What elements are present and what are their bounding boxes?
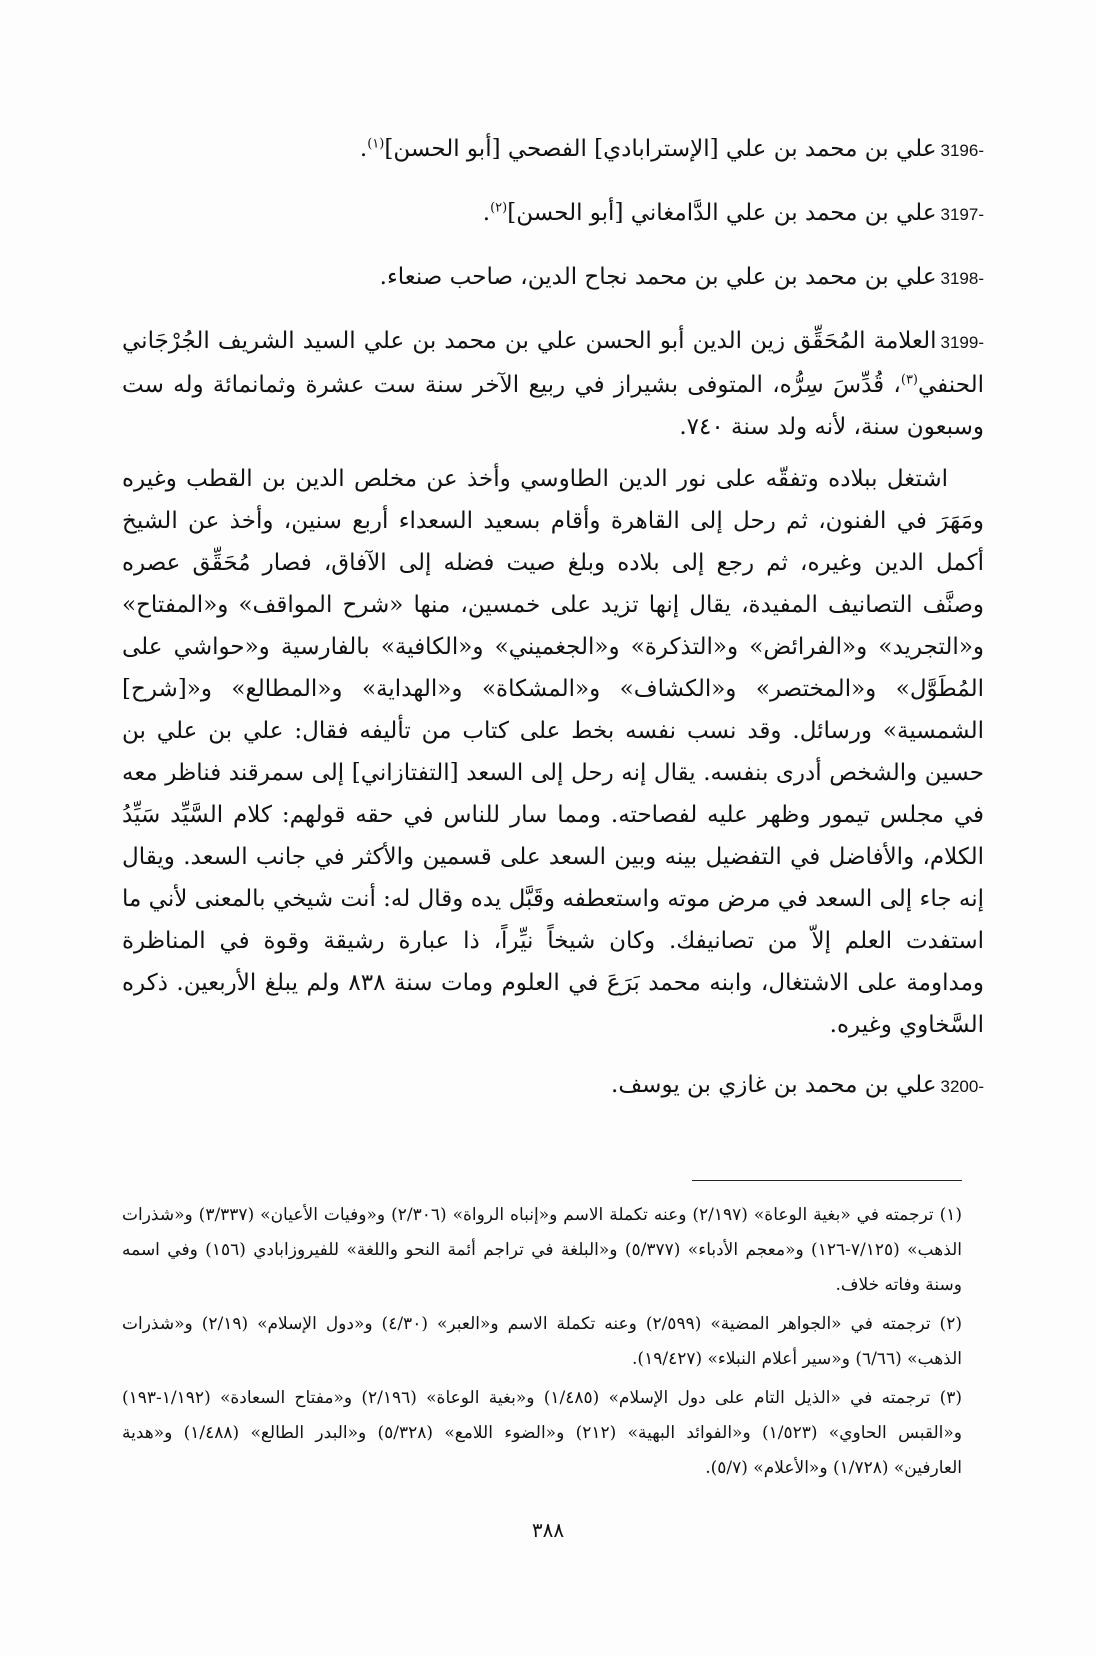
page-number: ٣٨٨ (531, 1518, 565, 1542)
footnote-ref[interactable]: (٢) (490, 200, 508, 216)
footnote-3: (٣) ترجمته في «الذيل التام على دول الإسلام» (١/٤٨٥) و«بغية الوعاة» (٢/١٩٦) و«مفتاح السعادة» (١/١٩٢-١٩٣) و«القبس الحاوي» (١/٥٢٣) و«الفوائد البهية» (٢١٢) و«الضوء اللامع» (٥/٣٢٨) و«البدر الطالع» (١/٤٨٨) و«هدية العارفين» (١/٧٢٨) و«الأعلام» (٥/٧). (122, 1388, 963, 1478)
entry-number: 3197- (940, 205, 984, 224)
entry-number: 3200- (940, 1077, 984, 1096)
entry-text: علي بن محمد بن علي الدَّامغاني [أبو الحسن] (507, 200, 937, 226)
entry-text: العلامة المُحَقِّق زين الدين أبو الحسن علي بن محمد بن علي السيد الشريف الجُرْجَاني الحنفي (122, 328, 984, 398)
biography-paragraph: اشتغل ببلاده وتفقّه على نور الدين الطاوسي وأخذ عن مخلص الدين بن القطب وغيره ومَهَرَ في الفنون، ثم رحل إلى القاهرة وأقام بسعيد السعداء أربع سنين، وأخذ عن الشيخ أكمل الدين وغيره، ثم رجع إلى بلاده وبلغ صيت فضله إلى الآفاق، فصار مُحَقِّق عصره وصنَّف التصانيف المفيدة، يقال إنها تزيد على خمسين، منها «شرح المواقف» و«المفتاح» و«التجريد» و«الفرائض» و«التذكرة» و«الجغميني» و«الكافية» بالفارسية و«حواشي على المُطَوَّل» و«المختصر» و«الكشاف» و«المشكاة» و«الهداية» و«المطالع» و«[شرح] الشمسية» ورسائل. وقد نسب نفسه بخط على كتاب من تأليفه فقال: علي بن علي بن حسين والشخص أدرى بنفسه. يقال إنه رحل إلى السعد [التفتازاني] إلى سمرقند فناظر معه في مجلس تيمور وظهر عليه لفصاحته. ومما سار للناس في حقه قولهم: كلام السَّيِّد سَيِّدُ الكلام، والأفاضل في التفضيل بينه وبين السعد على قسمين والأكثر في جانب السعد. ويقال إنه جاء إلى السعد في مرض موته واستعطفه وقَبَّل يده وقال له: أنت شيخي بالمعنى لأني ما استفدت العلم إلاّ من تصانيفك. وكان شيخاً نيِّراً، ذا عبارة رشيقة وقوة في المناظرة ومداومة على الاشتغال، وابنه محمد بَرَعَ في العلوم ومات سنة ٨٣٨ ولم يبلغ الأربعين. ذكره السَّخاوي وغيره. (122, 466, 984, 1038)
entry-3198 (122, 256, 984, 300)
entry-3197: 3197-علي بن محمد بن علي الدَّامغاني [أبو الحسن]$^{(٢)}$. (122, 192, 984, 236)
footnote-ref[interactable]: (٣) (900, 372, 918, 388)
footnote-ref[interactable]: (١) (367, 136, 385, 152)
entry-number: 3199- (940, 333, 984, 352)
footnote-2: (٢) ترجمته في «الجواهر المضية» (٢/٥٩٩) وعنه تكملة الاسم و«العبر» (٤/٣٠) و«دول الإسلام» (٢/١٩) و«شذرات الذهب» (٦/٦٦) و«سير أعلام النبلاء» (١٩/٤٢٧). (122, 1314, 962, 1369)
entry-text: علي بن محمد بن علي [الإسترابادي] الفصحي [أبو الحسن] (384, 136, 937, 162)
footnotes (122, 1198, 962, 1490)
entry-text: علي بن محمد بن علي بن محمد نجاح الدين، صاحب صنعاء. (379, 264, 937, 290)
entry-text: علي بن محمد بن غازي بن يوسف. (611, 1072, 937, 1098)
entry-number: 3196- (940, 141, 984, 160)
entry-text-continued: ، قُدِّسَ سِرُّه، المتوفى بشيراز في ربيع الآخر سنة ست عشرة وثمانمائة وله ست وسبعون سنة، لأنه ولد سنة ٧٤٠. (122, 372, 984, 440)
main-text (122, 128, 984, 1128)
footnote-separator (692, 1180, 962, 1181)
entry-number: 3198- (940, 269, 984, 288)
entry-3200 (122, 1064, 984, 1108)
entry-3196: 3196-علي بن محمد بن علي [الإسترابادي] الفصحي [أبو الحسن]$^{(١)}$. (122, 128, 984, 172)
entry-3199 (122, 320, 984, 448)
footnote-1: (١) ترجمته في «بغية الوعاة» (٢/١٩٧) وعنه تكملة الاسم و«إنباه الرواة» (٢/٣٠٦) و«وفيات الأعيان» (٣/٣٣٧) و«شذرات الذهب» (٧/١٢٥-١٢٦) و«معجم الأدباء» (٥/٣٧٧) و«البلغة في تراجم أئمة النحو واللغة» للفيروزابادي (١٥٦) وفي اسمه وسنة وفاته خلاف. (122, 1205, 963, 1295)
